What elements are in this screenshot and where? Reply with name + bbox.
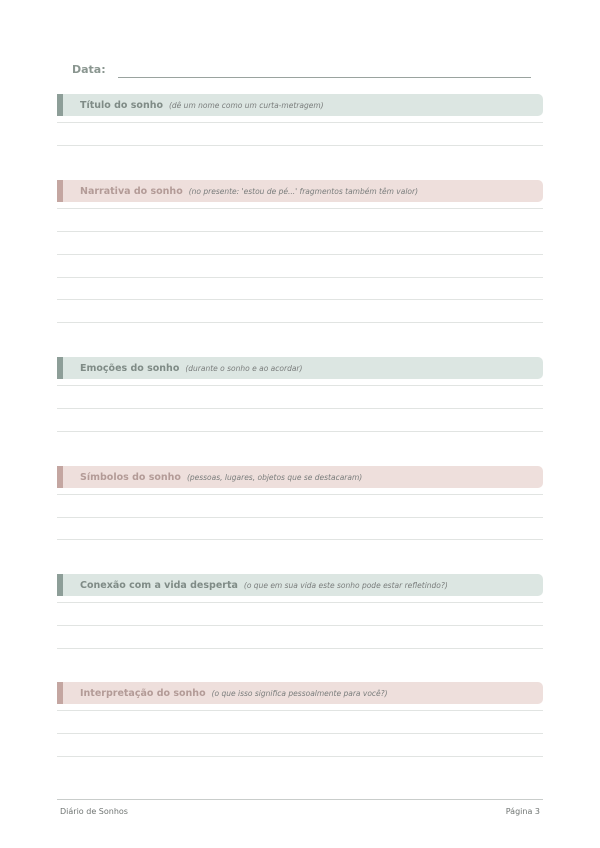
writing-line[interactable] bbox=[57, 322, 543, 323]
section-title: Símbolos do sonho bbox=[80, 471, 181, 483]
writing-line[interactable] bbox=[57, 431, 543, 432]
writing-line[interactable] bbox=[57, 277, 543, 278]
section-title: Interpretação do sonho bbox=[80, 687, 206, 699]
section-title: Emoções do sonho bbox=[80, 362, 180, 374]
writing-line[interactable] bbox=[57, 254, 543, 255]
section-hint: (durante o sonho e ao acordar) bbox=[185, 363, 303, 373]
writing-line[interactable] bbox=[57, 517, 543, 518]
section-header-title bbox=[57, 94, 543, 116]
section-title: Conexão com a vida desperta bbox=[80, 579, 238, 591]
writing-line[interactable] bbox=[57, 733, 543, 734]
section-hint: (pessoas, lugares, objetos que se destacaram) bbox=[186, 472, 363, 482]
section-hint: (o que em sua vida este sonho pode estar refletindo?) bbox=[243, 580, 448, 590]
section-hint: (o que isso significa pessoalmente para você?) bbox=[211, 688, 388, 698]
section-hint: (dê um nome como um curta-metragem) bbox=[169, 100, 324, 110]
writing-line[interactable] bbox=[57, 648, 543, 649]
writing-line[interactable] bbox=[57, 208, 543, 209]
section-header-narrative bbox=[57, 180, 543, 202]
date-label: Data: bbox=[72, 63, 106, 76]
writing-line[interactable] bbox=[57, 756, 543, 757]
writing-line[interactable] bbox=[57, 602, 543, 603]
footer-divider bbox=[57, 799, 543, 800]
writing-line[interactable] bbox=[57, 494, 543, 495]
section-header-waking-life bbox=[57, 574, 543, 596]
writing-line[interactable] bbox=[57, 710, 543, 711]
writing-line[interactable] bbox=[57, 408, 543, 409]
footer-journal-name: Diário de Sonhos bbox=[60, 807, 128, 816]
section-title: Narrativa do sonho bbox=[80, 185, 183, 197]
section-header-interpretation bbox=[57, 682, 543, 704]
writing-line[interactable] bbox=[57, 145, 543, 146]
section-header-emotions bbox=[57, 357, 543, 379]
writing-line[interactable] bbox=[57, 122, 543, 123]
writing-line[interactable] bbox=[57, 231, 543, 232]
date-line[interactable] bbox=[118, 77, 531, 78]
writing-line[interactable] bbox=[57, 385, 543, 386]
writing-line[interactable] bbox=[57, 539, 543, 540]
footer-page-number: Página 3 bbox=[505, 807, 540, 816]
writing-line[interactable] bbox=[57, 299, 543, 300]
section-hint: (no presente: 'estou de pé...' fragmentos também têm valor) bbox=[188, 186, 418, 196]
writing-line[interactable] bbox=[57, 625, 543, 626]
section-title: Título do sonho bbox=[80, 99, 163, 111]
section-header-symbols bbox=[57, 466, 543, 488]
